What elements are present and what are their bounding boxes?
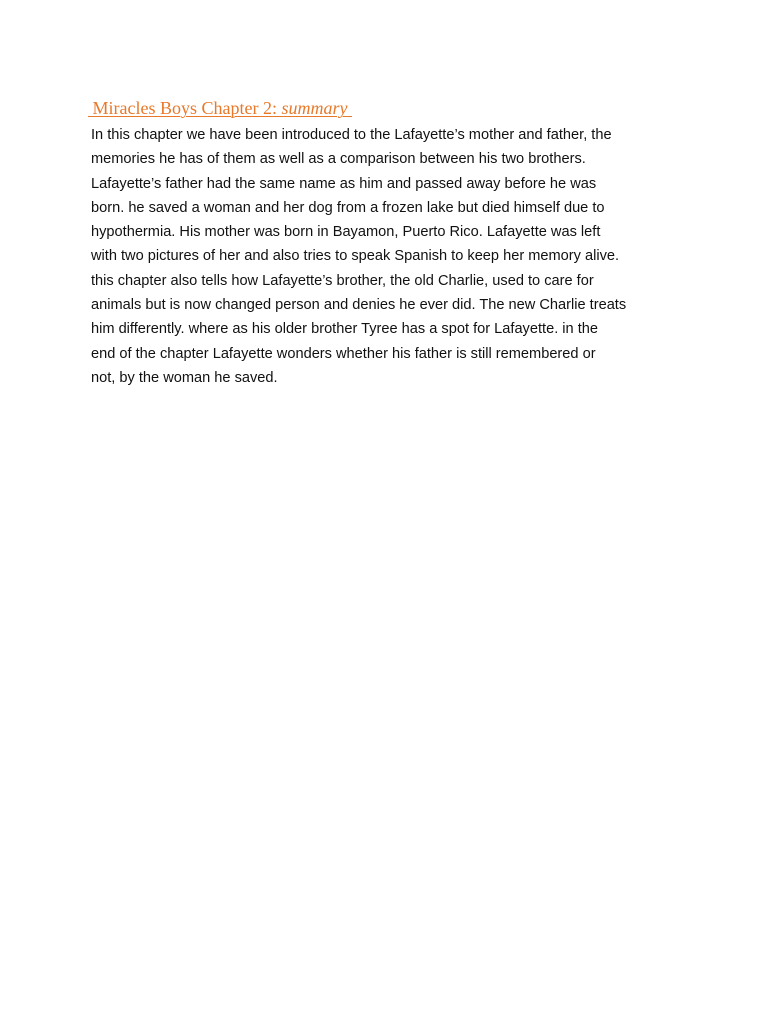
paragraph-line: In this chapter we have been introduced to the Lafayette’s mother and father, the [91, 127, 612, 143]
paragraph-line: animals but is now changed person and denies he ever did. The new Charlie treats [91, 297, 627, 314]
summary-paragraph [91, 123, 697, 390]
heading-main: Miracles Boys Chapter 2: [88, 98, 282, 118]
paragraph-line: him differently. where as his older brother Tyree has a spot for Lafayette. in the [91, 321, 599, 338]
paragraph-line: memories he has of them as well as a comparison between his two brothers. [91, 151, 586, 168]
paragraph-line: born. he saved a woman and her dog from a frozen lake but died himself due to [91, 199, 605, 216]
heading-trailing [347, 98, 352, 118]
paragraph-line: with two pictures of her and also tries to speak Spanish to keep her memory alive. [91, 248, 620, 265]
document-heading [88, 96, 352, 120]
paragraph-line: this chapter also tells how Lafayette’s brother, the old Charlie, used to care for [91, 272, 594, 289]
paragraph-line: not, by the woman he saved. [91, 369, 278, 386]
paragraph-line: hypothermia. His mother was born in Bayamon, Puerto Rico. Lafayette was left [91, 224, 601, 241]
paragraph-line: end of the chapter Lafayette wonders whether his father is still remembered or [91, 345, 596, 362]
heading-emphasis: summary [281, 98, 348, 118]
paragraph-line: Lafayette’s father had the same name as him and passed away before he was [91, 175, 597, 192]
